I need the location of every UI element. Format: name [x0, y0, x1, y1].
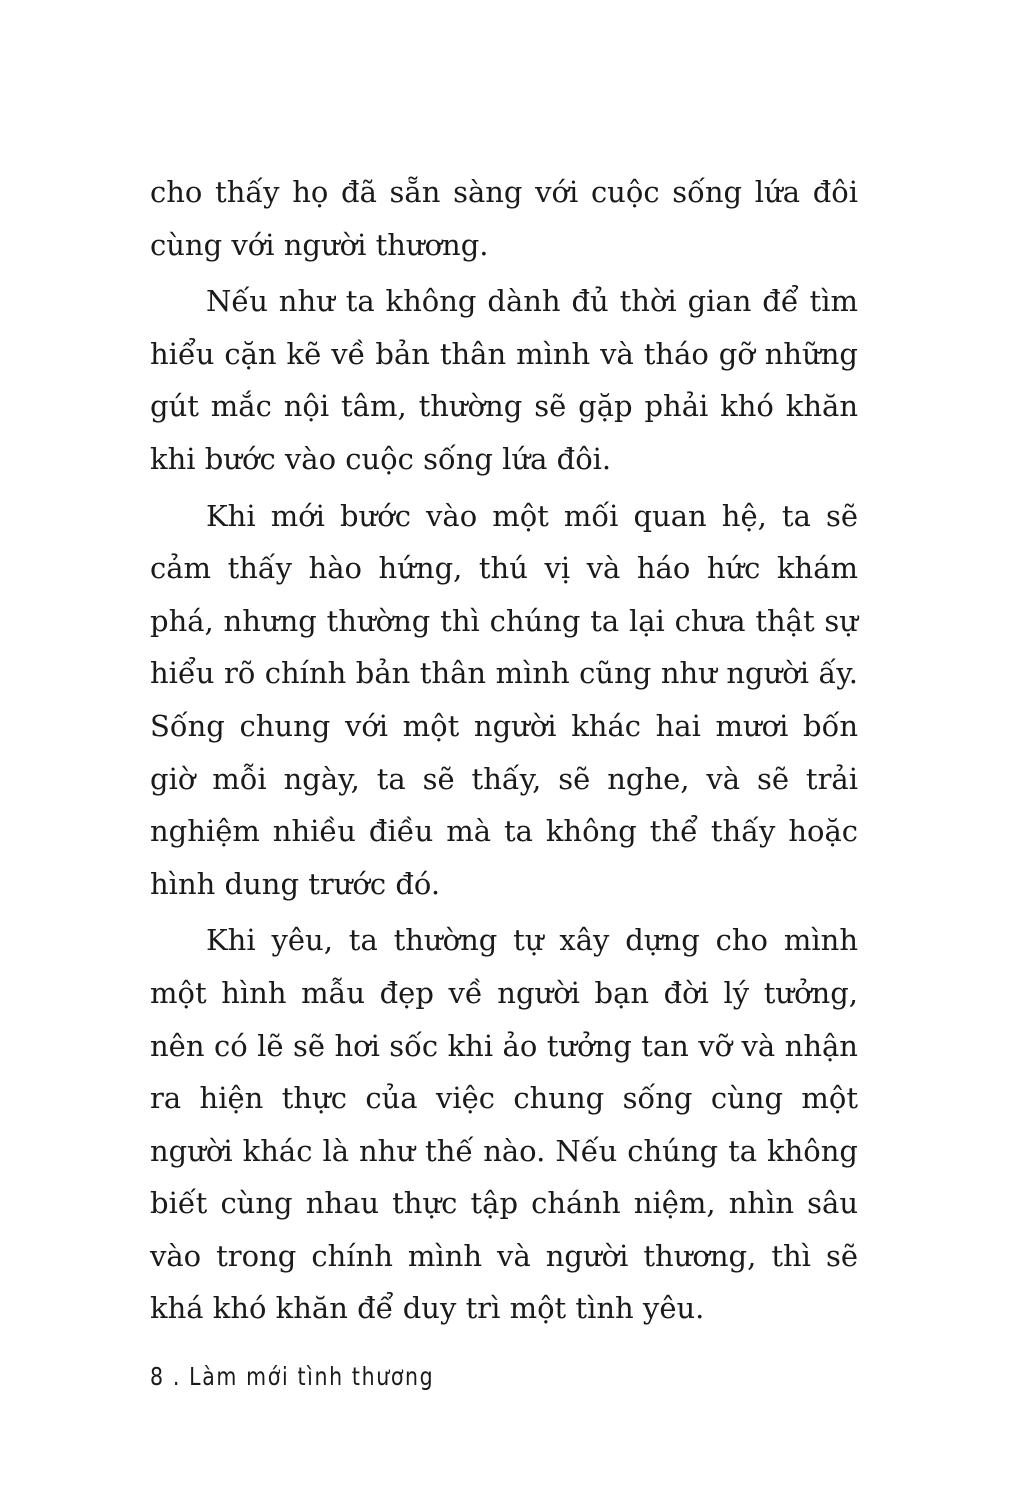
paragraph-2: Nếu như ta không dành đủ thời gian để tìm hiểu cặn kẽ về bản thân mình và tháo gỡ những gút mắc nội tâm, thường sẽ gặp phải khó khăn khi bước vào cuộc sống lứa đôi.: [150, 284, 858, 476]
paragraph-3: Khi mới bước vào một mối quan hệ, ta sẽ cảm thấy hào hứng, thú vị và háo hức khám phá, nhưng thường thì chúng ta lại chưa thật sự hiểu rõ chính bản thân mình cũng như người ấy. Sống chung với một người khác hai mươi bốn giờ mỗi ngày, ta sẽ thấy, sẽ nghe, và sẽ trải nghiệm nhiều điều mà ta không thể thấy hoặc hình dung trước đó.: [150, 498, 858, 901]
page-footer: 8 . Làm mới tình thương: [150, 1362, 435, 1391]
body-text: [150, 166, 858, 1335]
paragraph-4: Khi yêu, ta thường tự xây dựng cho mình một hình mẫu đẹp về người bạn đời lý tưởng, nên có lẽ sẽ hơi sốc khi ảo tưởng tan vỡ và nhận ra hiện thực của việc chung sống cùng một người khác là như thế nào. Nếu chúng ta không biết cùng nhau thực tập chánh niệm, nhìn sâu vào trong chính mình và người thương, thì sẽ khá khó khăn để duy trì một tình yêu.: [150, 923, 858, 1326]
paragraph-1: cho thấy họ đã sẵn sàng với cuộc sống lứa đôi cùng với người thương.: [150, 175, 858, 262]
